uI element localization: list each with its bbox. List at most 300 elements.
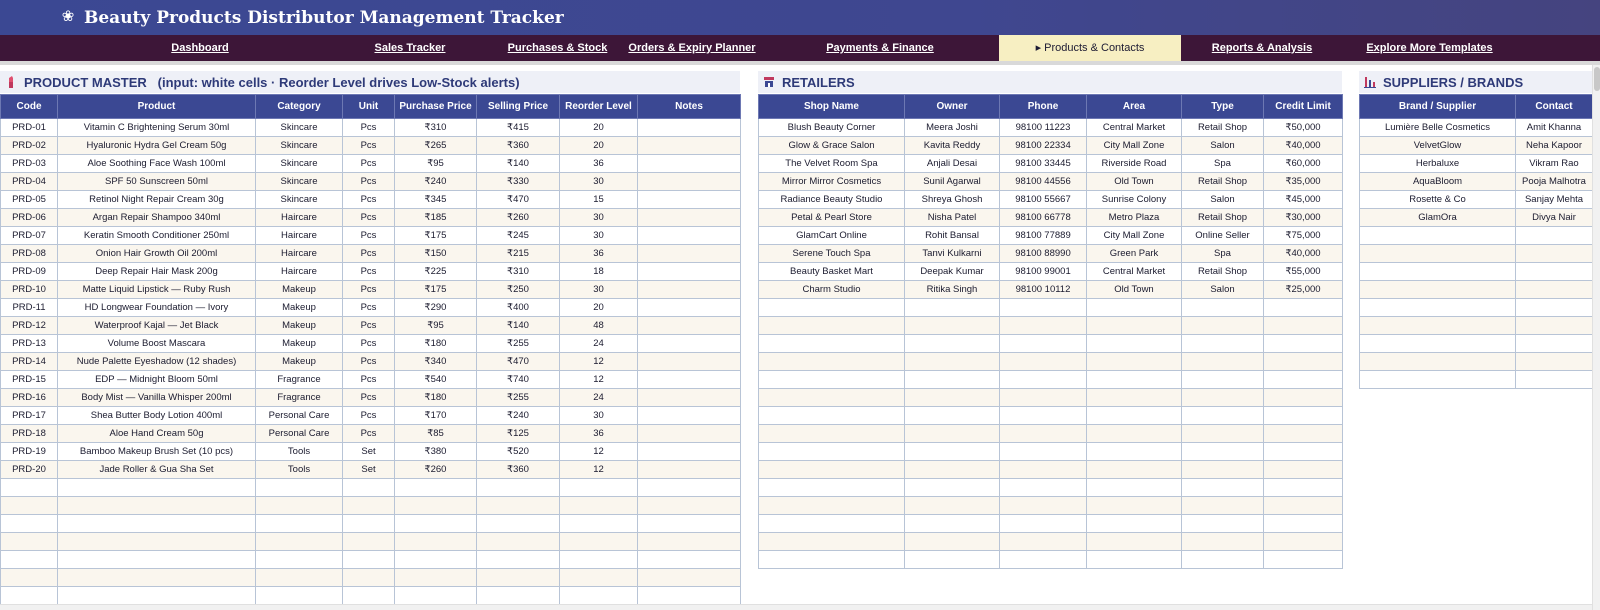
table-cell[interactable] — [1264, 515, 1343, 533]
table-cell[interactable]: Skincare — [256, 155, 343, 173]
table-cell[interactable] — [1264, 479, 1343, 497]
table-cell[interactable] — [560, 533, 638, 551]
table-cell[interactable]: 98100 44556 — [1000, 173, 1087, 191]
table-cell[interactable]: Shreya Ghosh — [905, 191, 1000, 209]
table-cell[interactable] — [560, 497, 638, 515]
table-cell[interactable] — [1182, 425, 1264, 443]
table-cell[interactable] — [638, 479, 741, 497]
table-cell[interactable]: Skincare — [256, 173, 343, 191]
table-cell[interactable]: GlamCart Online — [759, 227, 905, 245]
table-cell[interactable]: Haircare — [256, 227, 343, 245]
table-cell[interactable]: Pcs — [343, 245, 395, 263]
table-cell[interactable]: Old Town — [1087, 281, 1182, 299]
table-cell[interactable] — [1264, 533, 1343, 551]
table-cell[interactable]: Skincare — [256, 119, 343, 137]
table-cell[interactable] — [477, 587, 560, 605]
table-cell[interactable]: Riverside Road — [1087, 155, 1182, 173]
table-cell[interactable]: Salon — [1182, 137, 1264, 155]
table-cell[interactable]: 20 — [560, 137, 638, 155]
table-cell[interactable] — [1264, 335, 1343, 353]
table-cell[interactable] — [905, 299, 1000, 317]
table-cell[interactable]: ₹125 — [477, 425, 560, 443]
table-cell[interactable]: Metro Plaza — [1087, 209, 1182, 227]
table-cell[interactable] — [1182, 497, 1264, 515]
table-cell[interactable]: Radiance Beauty Studio — [759, 191, 905, 209]
table-cell[interactable]: 15 — [560, 191, 638, 209]
table-cell[interactable] — [905, 317, 1000, 335]
table-cell[interactable] — [1264, 317, 1343, 335]
table-cell[interactable]: Skincare — [256, 137, 343, 155]
table-cell[interactable] — [256, 551, 343, 569]
table-cell[interactable] — [1360, 371, 1516, 389]
table-cell[interactable] — [1, 551, 58, 569]
table-cell[interactable]: Glow & Grace Salon — [759, 137, 905, 155]
table-cell[interactable] — [343, 497, 395, 515]
table-cell[interactable] — [1, 515, 58, 533]
table-cell[interactable] — [759, 371, 905, 389]
table-cell[interactable] — [58, 569, 256, 587]
table-cell[interactable]: ₹40,000 — [1264, 137, 1343, 155]
table-cell[interactable] — [638, 299, 741, 317]
table-cell[interactable]: ₹140 — [477, 317, 560, 335]
table-cell[interactable] — [1360, 245, 1516, 263]
table-cell[interactable]: PRD-13 — [1, 335, 58, 353]
table-cell[interactable] — [759, 299, 905, 317]
table-cell[interactable] — [1360, 335, 1516, 353]
table-cell[interactable]: ₹400 — [477, 299, 560, 317]
table-cell[interactable] — [1000, 515, 1087, 533]
table-cell[interactable] — [343, 569, 395, 587]
table-cell[interactable]: ₹740 — [477, 371, 560, 389]
table-cell[interactable] — [395, 569, 477, 587]
table-cell[interactable] — [1087, 353, 1182, 371]
table-cell[interactable] — [1264, 443, 1343, 461]
table-cell[interactable] — [256, 479, 343, 497]
table-cell[interactable] — [905, 443, 1000, 461]
table-cell[interactable]: Fragrance — [256, 389, 343, 407]
table-cell[interactable]: ₹360 — [477, 137, 560, 155]
table-cell[interactable] — [1182, 533, 1264, 551]
table-cell[interactable] — [256, 569, 343, 587]
table-cell[interactable] — [905, 497, 1000, 515]
table-cell[interactable] — [1182, 479, 1264, 497]
table-cell[interactable] — [638, 155, 741, 173]
table-cell[interactable] — [560, 479, 638, 497]
table-cell[interactable] — [905, 335, 1000, 353]
table-cell[interactable]: ₹180 — [395, 335, 477, 353]
table-cell[interactable]: 12 — [560, 353, 638, 371]
table-cell[interactable] — [560, 587, 638, 605]
table-cell[interactable] — [759, 353, 905, 371]
table-cell[interactable] — [638, 335, 741, 353]
table-cell[interactable]: Old Town — [1087, 173, 1182, 191]
table-cell[interactable]: Anjali Desai — [905, 155, 1000, 173]
scrollbar-thumb[interactable] — [1594, 67, 1600, 91]
table-cell[interactable] — [1360, 353, 1516, 371]
table-cell[interactable] — [1516, 335, 1593, 353]
table-cell[interactable]: Neha Kapoor — [1516, 137, 1593, 155]
table-cell[interactable]: Retail Shop — [1182, 263, 1264, 281]
table-cell[interactable]: 98100 77889 — [1000, 227, 1087, 245]
table-cell[interactable]: 24 — [560, 335, 638, 353]
table-cell[interactable] — [477, 497, 560, 515]
table-cell[interactable]: ₹225 — [395, 263, 477, 281]
table-cell[interactable]: Tools — [256, 461, 343, 479]
table-cell[interactable] — [1000, 371, 1087, 389]
table-cell[interactable]: Rosette & Co — [1360, 191, 1516, 209]
table-cell[interactable]: Green Park — [1087, 245, 1182, 263]
table-cell[interactable] — [477, 515, 560, 533]
table-cell[interactable] — [638, 191, 741, 209]
table-cell[interactable]: ₹470 — [477, 191, 560, 209]
table-cell[interactable] — [256, 515, 343, 533]
table-cell[interactable]: Sunil Agarwal — [905, 173, 1000, 191]
table-cell[interactable]: Mirror Mirror Cosmetics — [759, 173, 905, 191]
table-cell[interactable] — [1000, 425, 1087, 443]
table-cell[interactable]: 30 — [560, 173, 638, 191]
table-cell[interactable]: Personal Care — [256, 407, 343, 425]
table-cell[interactable] — [905, 515, 1000, 533]
table-cell[interactable]: Set — [343, 443, 395, 461]
table-cell[interactable] — [1000, 533, 1087, 551]
table-cell[interactable] — [477, 551, 560, 569]
table-cell[interactable] — [1087, 479, 1182, 497]
table-cell[interactable]: 20 — [560, 299, 638, 317]
table-cell[interactable] — [1087, 317, 1182, 335]
table-cell[interactable]: ₹35,000 — [1264, 173, 1343, 191]
table-cell[interactable]: ₹185 — [395, 209, 477, 227]
table-cell[interactable] — [1087, 407, 1182, 425]
table-cell[interactable]: PRD-12 — [1, 317, 58, 335]
table-cell[interactable]: ₹95 — [395, 317, 477, 335]
table-cell[interactable]: Pcs — [343, 173, 395, 191]
table-cell[interactable]: Keratin Smooth Conditioner 250ml — [58, 227, 256, 245]
table-cell[interactable]: ₹175 — [395, 281, 477, 299]
table-cell[interactable] — [905, 371, 1000, 389]
table-cell[interactable]: Divya Nair — [1516, 209, 1593, 227]
table-cell[interactable]: Matte Liquid Lipstick — Ruby Rush — [58, 281, 256, 299]
table-cell[interactable]: SPF 50 Sunscreen 50ml — [58, 173, 256, 191]
table-cell[interactable]: 98100 66778 — [1000, 209, 1087, 227]
table-cell[interactable]: Pcs — [343, 137, 395, 155]
table-cell[interactable] — [638, 551, 741, 569]
table-cell[interactable] — [638, 353, 741, 371]
table-cell[interactable]: PRD-05 — [1, 191, 58, 209]
table-cell[interactable] — [759, 533, 905, 551]
table-cell[interactable] — [1000, 461, 1087, 479]
table-cell[interactable]: ₹25,000 — [1264, 281, 1343, 299]
table-cell[interactable]: Bamboo Makeup Brush Set (10 pcs) — [58, 443, 256, 461]
table-cell[interactable] — [1000, 299, 1087, 317]
table-cell[interactable]: ₹310 — [395, 119, 477, 137]
table-cell[interactable]: 12 — [560, 461, 638, 479]
table-cell[interactable] — [1182, 551, 1264, 569]
table-cell[interactable] — [905, 353, 1000, 371]
table-cell[interactable]: Haircare — [256, 245, 343, 263]
table-cell[interactable]: 48 — [560, 317, 638, 335]
table-cell[interactable] — [638, 263, 741, 281]
table-cell[interactable]: PRD-20 — [1, 461, 58, 479]
table-cell[interactable]: Kavita Reddy — [905, 137, 1000, 155]
table-cell[interactable] — [1182, 443, 1264, 461]
table-cell[interactable]: VelvetGlow — [1360, 137, 1516, 155]
table-cell[interactable] — [1360, 281, 1516, 299]
table-cell[interactable] — [638, 587, 741, 605]
table-cell[interactable]: Amit Khanna — [1516, 119, 1593, 137]
table-cell[interactable]: ₹290 — [395, 299, 477, 317]
table-cell[interactable]: ₹345 — [395, 191, 477, 209]
table-cell[interactable]: Tanvi Kulkarni — [905, 245, 1000, 263]
table-cell[interactable]: Online Seller — [1182, 227, 1264, 245]
table-cell[interactable]: ₹415 — [477, 119, 560, 137]
table-cell[interactable] — [343, 515, 395, 533]
table-cell[interactable]: ₹150 — [395, 245, 477, 263]
table-cell[interactable]: ₹180 — [395, 389, 477, 407]
table-cell[interactable] — [638, 173, 741, 191]
table-cell[interactable]: 98100 10112 — [1000, 281, 1087, 299]
table-cell[interactable] — [638, 533, 741, 551]
table-cell[interactable] — [1264, 425, 1343, 443]
table-cell[interactable]: Rohit Bansal — [905, 227, 1000, 245]
table-cell[interactable]: ₹265 — [395, 137, 477, 155]
table-cell[interactable] — [638, 389, 741, 407]
table-cell[interactable] — [395, 515, 477, 533]
table-cell[interactable]: Salon — [1182, 281, 1264, 299]
table-cell[interactable]: ₹50,000 — [1264, 119, 1343, 137]
nav-reports-analysis[interactable]: Reports & Analysis — [1211, 42, 1313, 54]
table-cell[interactable] — [1516, 245, 1593, 263]
table-cell[interactable] — [1182, 389, 1264, 407]
table-cell[interactable] — [1087, 461, 1182, 479]
table-cell[interactable]: Pcs — [343, 353, 395, 371]
table-cell[interactable]: Pcs — [343, 425, 395, 443]
table-cell[interactable] — [1360, 227, 1516, 245]
table-cell[interactable] — [1000, 443, 1087, 461]
table-cell[interactable]: PRD-19 — [1, 443, 58, 461]
table-cell[interactable]: 12 — [560, 371, 638, 389]
table-cell[interactable] — [58, 515, 256, 533]
vertical-scrollbar[interactable] — [1592, 65, 1600, 610]
table-cell[interactable] — [905, 425, 1000, 443]
nav-sales-tracker[interactable]: Sales Tracker — [374, 42, 446, 54]
table-cell[interactable]: Pcs — [343, 371, 395, 389]
table-cell[interactable]: 98100 33445 — [1000, 155, 1087, 173]
table-cell[interactable] — [759, 515, 905, 533]
table-cell[interactable]: Pcs — [343, 299, 395, 317]
table-cell[interactable]: Beauty Basket Mart — [759, 263, 905, 281]
table-cell[interactable]: PRD-17 — [1, 407, 58, 425]
nav-payments-finance[interactable]: Payments & Finance — [826, 42, 934, 54]
table-cell[interactable] — [1000, 497, 1087, 515]
table-cell[interactable]: 20 — [560, 119, 638, 137]
table-cell[interactable]: Aloe Hand Cream 50g — [58, 425, 256, 443]
table-cell[interactable] — [905, 389, 1000, 407]
table-cell[interactable]: 98100 11223 — [1000, 119, 1087, 137]
table-cell[interactable]: ₹175 — [395, 227, 477, 245]
table-cell[interactable]: ₹310 — [477, 263, 560, 281]
table-cell[interactable]: PRD-07 — [1, 227, 58, 245]
table-cell[interactable]: PRD-04 — [1, 173, 58, 191]
table-cell[interactable] — [256, 587, 343, 605]
table-cell[interactable] — [256, 533, 343, 551]
table-cell[interactable]: PRD-14 — [1, 353, 58, 371]
table-cell[interactable]: Spa — [1182, 245, 1264, 263]
table-cell[interactable]: ₹255 — [477, 335, 560, 353]
table-cell[interactable] — [638, 515, 741, 533]
table-cell[interactable] — [1087, 497, 1182, 515]
table-cell[interactable]: Pcs — [343, 407, 395, 425]
table-cell[interactable]: Pcs — [343, 227, 395, 245]
table-cell[interactable]: 30 — [560, 281, 638, 299]
table-cell[interactable]: PRD-06 — [1, 209, 58, 227]
table-cell[interactable]: ₹470 — [477, 353, 560, 371]
table-cell[interactable] — [1264, 389, 1343, 407]
table-cell[interactable]: Shea Butter Body Lotion 400ml — [58, 407, 256, 425]
table-cell[interactable]: Hyaluronic Hydra Gel Cream 50g — [58, 137, 256, 155]
table-cell[interactable]: Haircare — [256, 209, 343, 227]
table-cell[interactable] — [1264, 371, 1343, 389]
table-cell[interactable] — [395, 587, 477, 605]
table-cell[interactable]: ₹85 — [395, 425, 477, 443]
table-cell[interactable]: ₹75,000 — [1264, 227, 1343, 245]
table-cell[interactable]: Tools — [256, 443, 343, 461]
table-cell[interactable] — [905, 407, 1000, 425]
table-cell[interactable]: ₹330 — [477, 173, 560, 191]
table-cell[interactable]: PRD-02 — [1, 137, 58, 155]
table-cell[interactable] — [395, 551, 477, 569]
table-cell[interactable] — [1, 497, 58, 515]
table-cell[interactable]: Ritika Singh — [905, 281, 1000, 299]
table-cell[interactable] — [1182, 317, 1264, 335]
table-cell[interactable]: Herbaluxe — [1360, 155, 1516, 173]
table-cell[interactable]: PRD-08 — [1, 245, 58, 263]
table-cell[interactable] — [560, 569, 638, 587]
nav-products-contacts[interactable]: ▸ Products & Contacts — [999, 35, 1181, 61]
table-cell[interactable] — [1087, 443, 1182, 461]
table-cell[interactable] — [1360, 317, 1516, 335]
table-cell[interactable]: ₹540 — [395, 371, 477, 389]
table-cell[interactable]: PRD-18 — [1, 425, 58, 443]
table-cell[interactable]: 98100 88990 — [1000, 245, 1087, 263]
table-cell[interactable]: Sanjay Mehta — [1516, 191, 1593, 209]
table-cell[interactable]: ₹95 — [395, 155, 477, 173]
table-cell[interactable]: ₹380 — [395, 443, 477, 461]
table-cell[interactable]: Pcs — [343, 317, 395, 335]
table-cell[interactable]: Body Mist — Vanilla Whisper 200ml — [58, 389, 256, 407]
table-cell[interactable] — [1182, 515, 1264, 533]
table-cell[interactable]: Pcs — [343, 281, 395, 299]
table-cell[interactable] — [759, 389, 905, 407]
table-cell[interactable] — [256, 497, 343, 515]
table-cell[interactable]: ₹260 — [477, 209, 560, 227]
table-cell[interactable]: ₹340 — [395, 353, 477, 371]
table-cell[interactable] — [1516, 281, 1593, 299]
table-cell[interactable]: ₹40,000 — [1264, 245, 1343, 263]
table-cell[interactable]: Pcs — [343, 389, 395, 407]
table-cell[interactable] — [1087, 299, 1182, 317]
table-cell[interactable] — [395, 533, 477, 551]
table-cell[interactable]: Jade Roller & Gua Sha Set — [58, 461, 256, 479]
table-cell[interactable]: Pcs — [343, 263, 395, 281]
table-cell[interactable] — [1000, 389, 1087, 407]
table-cell[interactable] — [1182, 299, 1264, 317]
table-cell[interactable]: Makeup — [256, 317, 343, 335]
table-cell[interactable]: ₹520 — [477, 443, 560, 461]
table-cell[interactable] — [477, 479, 560, 497]
table-cell[interactable] — [759, 317, 905, 335]
table-cell[interactable]: ₹240 — [477, 407, 560, 425]
table-cell[interactable]: PRD-01 — [1, 119, 58, 137]
table-cell[interactable] — [1516, 371, 1593, 389]
table-cell[interactable] — [1182, 407, 1264, 425]
table-cell[interactable] — [58, 587, 256, 605]
table-cell[interactable]: Central Market — [1087, 119, 1182, 137]
table-cell[interactable] — [1264, 299, 1343, 317]
table-cell[interactable]: Pcs — [343, 191, 395, 209]
table-cell[interactable]: 98100 99001 — [1000, 263, 1087, 281]
table-cell[interactable] — [905, 479, 1000, 497]
table-cell[interactable] — [343, 587, 395, 605]
table-cell[interactable]: 30 — [560, 209, 638, 227]
table-cell[interactable]: ₹360 — [477, 461, 560, 479]
table-cell[interactable]: Sunrise Colony — [1087, 191, 1182, 209]
table-cell[interactable] — [905, 533, 1000, 551]
table-cell[interactable]: Makeup — [256, 299, 343, 317]
table-cell[interactable]: Salon — [1182, 191, 1264, 209]
table-cell[interactable] — [560, 515, 638, 533]
table-cell[interactable]: City Mall Zone — [1087, 137, 1182, 155]
table-cell[interactable]: Retail Shop — [1182, 209, 1264, 227]
table-cell[interactable] — [905, 461, 1000, 479]
table-cell[interactable] — [638, 227, 741, 245]
table-cell[interactable]: PRD-09 — [1, 263, 58, 281]
table-cell[interactable]: Retail Shop — [1182, 119, 1264, 137]
table-cell[interactable]: ₹240 — [395, 173, 477, 191]
table-cell[interactable]: 18 — [560, 263, 638, 281]
table-cell[interactable] — [1516, 317, 1593, 335]
table-cell[interactable]: Aloe Soothing Face Wash 100ml — [58, 155, 256, 173]
table-cell[interactable]: 24 — [560, 389, 638, 407]
nav-dashboard[interactable]: Dashboard — [171, 42, 229, 54]
table-cell[interactable]: ₹260 — [395, 461, 477, 479]
table-cell[interactable]: 30 — [560, 407, 638, 425]
table-cell[interactable] — [638, 569, 741, 587]
table-cell[interactable] — [1, 569, 58, 587]
table-cell[interactable] — [1182, 335, 1264, 353]
table-cell[interactable]: PRD-16 — [1, 389, 58, 407]
table-cell[interactable]: EDP — Midnight Bloom 50ml — [58, 371, 256, 389]
nav-purchases-stock[interactable]: Purchases & Stock — [507, 42, 608, 54]
table-cell[interactable] — [1000, 407, 1087, 425]
table-cell[interactable] — [1000, 551, 1087, 569]
table-cell[interactable]: 36 — [560, 425, 638, 443]
table-cell[interactable]: Volume Boost Mascara — [58, 335, 256, 353]
table-cell[interactable]: Pooja Malhotra — [1516, 173, 1593, 191]
table-cell[interactable] — [638, 371, 741, 389]
table-cell[interactable] — [1360, 263, 1516, 281]
table-cell[interactable] — [1087, 425, 1182, 443]
table-cell[interactable] — [477, 569, 560, 587]
table-cell[interactable] — [638, 317, 741, 335]
table-cell[interactable] — [1264, 497, 1343, 515]
table-cell[interactable] — [343, 551, 395, 569]
table-cell[interactable] — [759, 425, 905, 443]
table-cell[interactable]: Skincare — [256, 191, 343, 209]
table-cell[interactable]: Personal Care — [256, 425, 343, 443]
table-cell[interactable]: ₹215 — [477, 245, 560, 263]
table-cell[interactable] — [905, 551, 1000, 569]
table-cell[interactable] — [1264, 353, 1343, 371]
